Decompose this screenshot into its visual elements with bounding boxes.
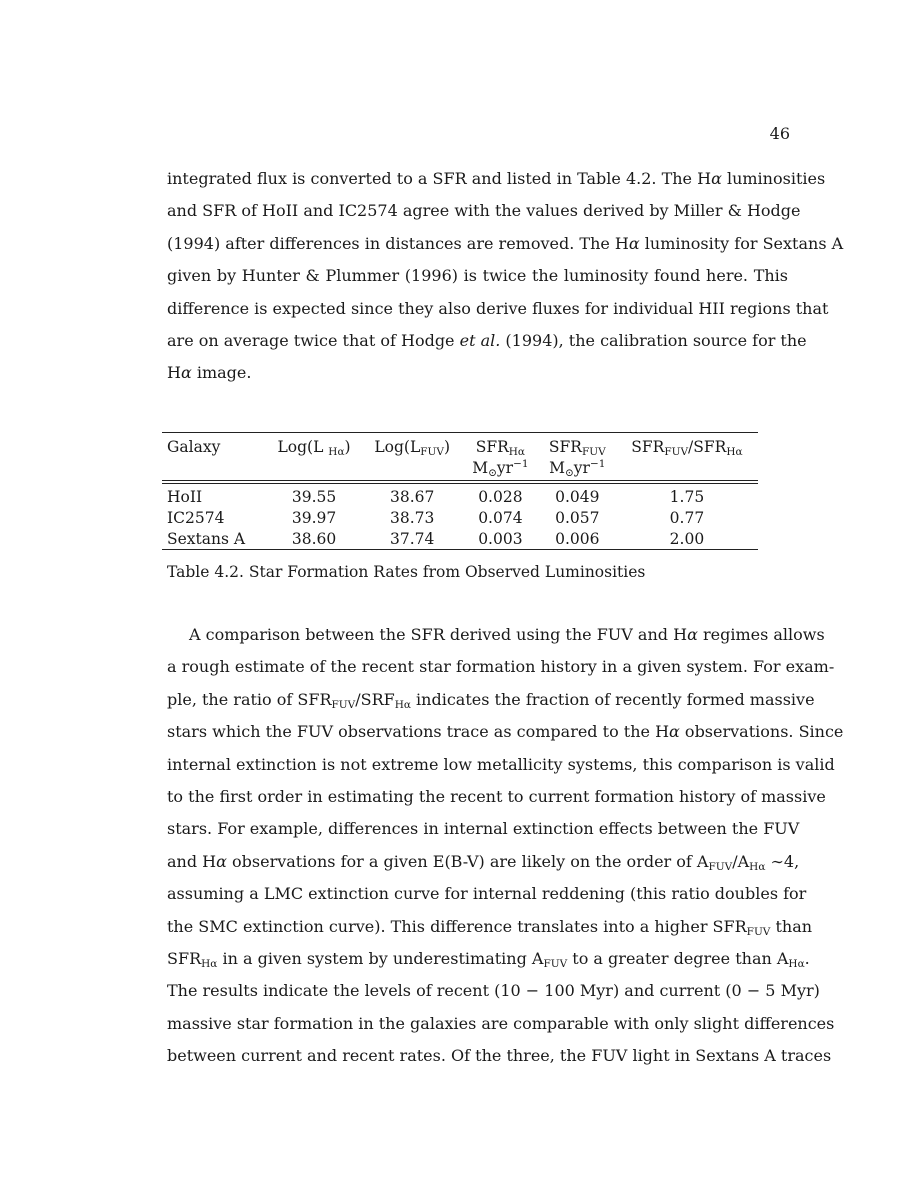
header-ratio: $SFR_{FUV}/SFR_{H\alpha}$ [616,433,758,458]
sfr-table [162,432,758,550]
text-line: integrated flux is converted to a SFR and listed in Table 4.2. The Hα luminosities [167,169,826,188]
cell-galaxy: IC2574 [167,508,225,527]
header-sfr-fuv: $SFR_{FUV}$ [539,433,616,458]
cell-log-lha: 38.60 [266,528,363,550]
table-caption: Table 4.2. Star Formation Rates from Observed Luminosities [167,563,646,581]
cell-ratio: 1.75 [669,487,705,506]
header-blank [162,457,266,482]
cell-log-lfuv: 38.73 [390,508,435,527]
cell-ratio: 2.00 [616,528,758,550]
cell-log-lfuv: 38.67 [390,487,435,506]
header-blank [266,457,363,482]
text-line: and SFR of HoII and IC2574 agree with the values derived by Miller & Hodge [167,201,801,221]
cell-galaxy: HoII [167,487,203,506]
cell-log-lfuv: 37.74 [362,528,462,550]
text-line: internal extinction is not extreme low metallicity systems, this comparison is valid [167,754,835,774]
text-line: to the first order in estimating the recent to current formation history of massive [167,787,826,807]
text-line: assuming a LMC extinction curve for internal reddening (this ratio doubles for [167,884,807,904]
text-line: and Hα observations for a given E(B-V) are likely on the order of $A_{FUV}/A_{H\alpha}$ ∼4, [167,851,800,873]
header-sfr-ha: $SFR_{H\alpha}$ [462,433,539,458]
cell-sfr-ha: 0.028 [478,487,523,506]
text-line: between current and recent rates. Of the three, the FUV light in Sextans A traces [167,1046,832,1066]
header-blank [616,457,758,482]
text-line: difference is expected since they also derive fluxes for individual HII regions that [167,298,829,318]
paragraph-comparison [167,619,844,1073]
cell-log-lha: 39.55 [291,487,337,506]
text-line: $SFR_{H\alpha}$ in a given system by underestimating $A_{FUV}$ to a greater degree than $A_{H\alpha}$. [167,949,810,971]
cell-sfr-fuv: 0.057 [555,508,600,527]
text-line: given by Hunter & Plummer (1996) is twice the luminosity found here. This [167,266,788,286]
text-line: Hα image. [167,363,252,383]
header-galaxy: Galaxy [162,433,266,458]
text-line: stars. For example, differences in internal extinction effects between the FUV [167,819,800,839]
text-line: A comparison between the SFR derived using the FUV and Hα regimes allows [189,625,825,644]
page-number: 46 [769,124,790,143]
header-sfr-ha-unit: $M_⊙yr^{-1}$ [462,457,539,482]
text-line: are on average twice that of Hodge et al. (1994), the calibration source for the [167,331,807,351]
cell-galaxy: Sextans A [162,528,266,550]
text-line: (1994) after differences in distances are removed. The Hα luminosity for Sextans A [167,233,844,253]
text-line: a rough estimate of the recent star formation history in a given system. For exam- [167,657,835,677]
cell-sfr-fuv: 0.006 [539,528,616,550]
header-log-lha: Log(L $_{H\alpha}$) [266,433,363,458]
text-line: the SMC extinction curve). This difference translates into a higher $SFR_{FUV}$ than [167,916,813,938]
table-row [162,528,758,550]
text-line: stars which the FUV observations trace as compared to the Hα observations. Since [167,722,844,742]
table-row [162,507,758,528]
header-blank [362,457,462,482]
text-line: massive star formation in the galaxies are comparable with only slight differences [167,1013,835,1033]
text-line: The results indicate the levels of recent (10 − 100 Myr) and current (0 − 5 Myr) [167,981,820,1001]
paragraph-intro [167,163,844,390]
cell-ratio: 0.77 [669,508,705,527]
text-line: ple, the ratio of $SFR_{FUV}/SRF_{H\alpha}$ indicates the fraction of recently formed massive [167,689,815,711]
cell-sfr-fuv: 0.049 [555,487,600,506]
header-sfr-fuv-unit: $M_⊙yr^{-1}$ [539,457,616,482]
table-row [162,482,758,507]
cell-log-lha: 39.97 [291,508,337,527]
cell-sfr-ha: 0.003 [462,528,539,550]
header-log-lfuv: $Log(L_{FUV})$ [362,433,462,458]
cell-sfr-ha: 0.074 [478,508,523,527]
